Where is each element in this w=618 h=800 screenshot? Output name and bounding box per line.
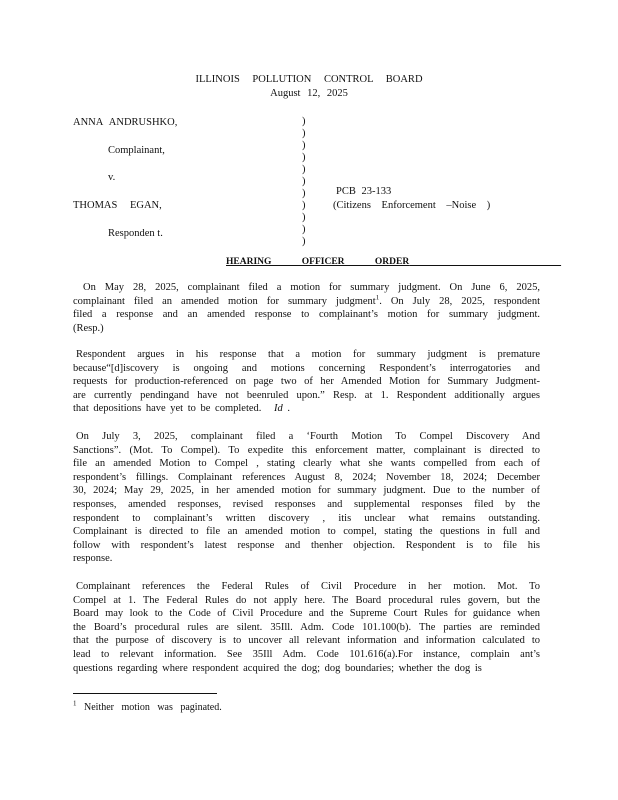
paragraph-4 <box>73 580 540 675</box>
order-date-text: August 12, 2025 <box>270 88 348 99</box>
p2-line-3: requests for production-referenced on page two of her Amended Motion for Summary Judgment- <box>73 376 540 388</box>
footnote-rule <box>73 693 217 694</box>
p3-line-8: Complainant is directed to file an amended motion to compel, stating the questions in full and <box>73 526 540 538</box>
p3-line-3: file an amended Motion to Compel , stating clearly what she wants compelled from each of <box>73 458 540 470</box>
respondent-name: THOMAS EGAN, <box>73 200 162 211</box>
caption-paren: ) <box>302 176 306 187</box>
caption-paren: ) <box>302 200 306 211</box>
board-title <box>0 73 618 87</box>
p4-line-4: the Board’s procedural rules are silent. 35Ill. Adm. Code 101.100(b). The parties are reminded <box>73 621 540 633</box>
paragraph-2 <box>73 348 540 416</box>
p2-line-5-text: that depositions have yet to be completed. <box>73 403 262 415</box>
p3-line-5: 30, 2024; May 29, 2025, in her amended motion for summary judgment. Due to the number of <box>73 485 540 497</box>
complainant-name: ANNA ANDRUSHKO, <box>73 117 178 128</box>
footnote <box>73 701 222 715</box>
p3-line-6: responses, amended responses, revised responses and supplemental responses filed by the <box>73 498 540 510</box>
versus: v. <box>108 172 116 183</box>
caption-paren: ) <box>302 128 306 139</box>
footnote-ref: 1 <box>375 294 380 302</box>
p3-line-9: follow with respondent’s latest response and thenher objection. Respondent is to file his <box>73 539 540 551</box>
caption-parentheses <box>302 116 312 248</box>
p2-line-5: that depositions have yet to be completed. Id . <box>73 403 291 415</box>
footnote-marker: 1 <box>73 699 77 708</box>
p4-line-5: that the purpose of discovery is to uncover all relevant information and information calculated to <box>73 635 540 647</box>
p1-line-1: On May 28, 2025, complainant filed a motion for summary judgment. On June 6, 2025, <box>83 282 540 293</box>
caption-paren: ) <box>302 236 306 247</box>
order-title-text: HEARING OFFICER ORDER <box>226 257 410 267</box>
caption-paren: ) <box>302 164 306 175</box>
p3-line-10: response. <box>73 553 113 565</box>
p3-line-4: respondent’s fillings. Complainant references August 8, 2024; November 18, 2024; December <box>73 471 540 483</box>
case-number: PCB 23-133 <box>336 186 392 197</box>
paragraph-1 <box>73 281 540 335</box>
caption-paren: ) <box>302 140 306 151</box>
caption-paren: ) <box>302 188 306 199</box>
p1-line-3: filed a response and an amended response to complainant’s motion for summary judgment. <box>73 309 540 321</box>
case-type: (Citizens Enforcement –Noise ) <box>333 200 491 211</box>
p3-line-1: On July 3, 2025, complainant filed a ‘Fourth Motion To Compel Discovery And <box>76 431 540 442</box>
p4-line-1: Complainant references the Federal Rules of Civil Procedure in her motion. Mot. To <box>76 581 540 592</box>
order-date <box>0 87 618 101</box>
paragraph-3 <box>73 430 540 566</box>
p4-line-3: Board may look to the Code of Civil Procedure and the Supreme Court Rules for guidance when <box>73 608 540 620</box>
p1-line-4: (Resp.) <box>73 322 104 334</box>
p1-line-2-text: complainant filed an amended motion for summary judgment <box>73 295 376 307</box>
p2-line-2: because“[d]iscovery is ongoing and motions concerning Respondent’s interrogatories and <box>73 362 540 374</box>
p2-line-4: are currently pendingand have not beenruled upon.” Resp. at 1. Respondent additionally argues <box>73 389 540 401</box>
complainant-role: Complainant, <box>108 145 165 156</box>
board-title-text: ILLINOIS POLLUTION CONTROL BOARD <box>195 74 423 85</box>
p3-line-2: Sanctions”. (Mot. To Compel). To expedite this enforcement matter, complainant is directed to <box>73 444 540 456</box>
footnote-text: Neither motion was paginated. <box>84 702 222 713</box>
caption-paren: ) <box>302 224 306 235</box>
p4-line-2: Compel at 1. The Federal Rules do not apply here. The Board procedural rules govern, but the <box>73 594 540 606</box>
caption-paren: ) <box>302 116 306 127</box>
p2-line-1: Respondent argues in his response that a motion for summary judgment is premature <box>76 349 540 360</box>
p1-line-2-tail: . On July 28, 2025, respondent <box>379 295 540 307</box>
p4-line-7: questions regarding where respondent acquired the dog; dog boundaries; whether the dog is <box>73 662 482 674</box>
p4-line-6: lead to relevant information. See 35Ill Adm. Code 101.616(a).For instance, complain ant’s <box>73 648 540 660</box>
respondent-role: Responden t. <box>108 228 163 239</box>
caption-paren: ) <box>302 152 306 163</box>
id-cite: Id <box>274 403 283 415</box>
p3-line-7: respondent to complainant’s written discovery , itis unclear what remains outstanding. <box>73 512 540 524</box>
p1-line-2 <box>73 295 540 309</box>
order-title <box>226 256 561 270</box>
caption-paren: ) <box>302 212 306 223</box>
